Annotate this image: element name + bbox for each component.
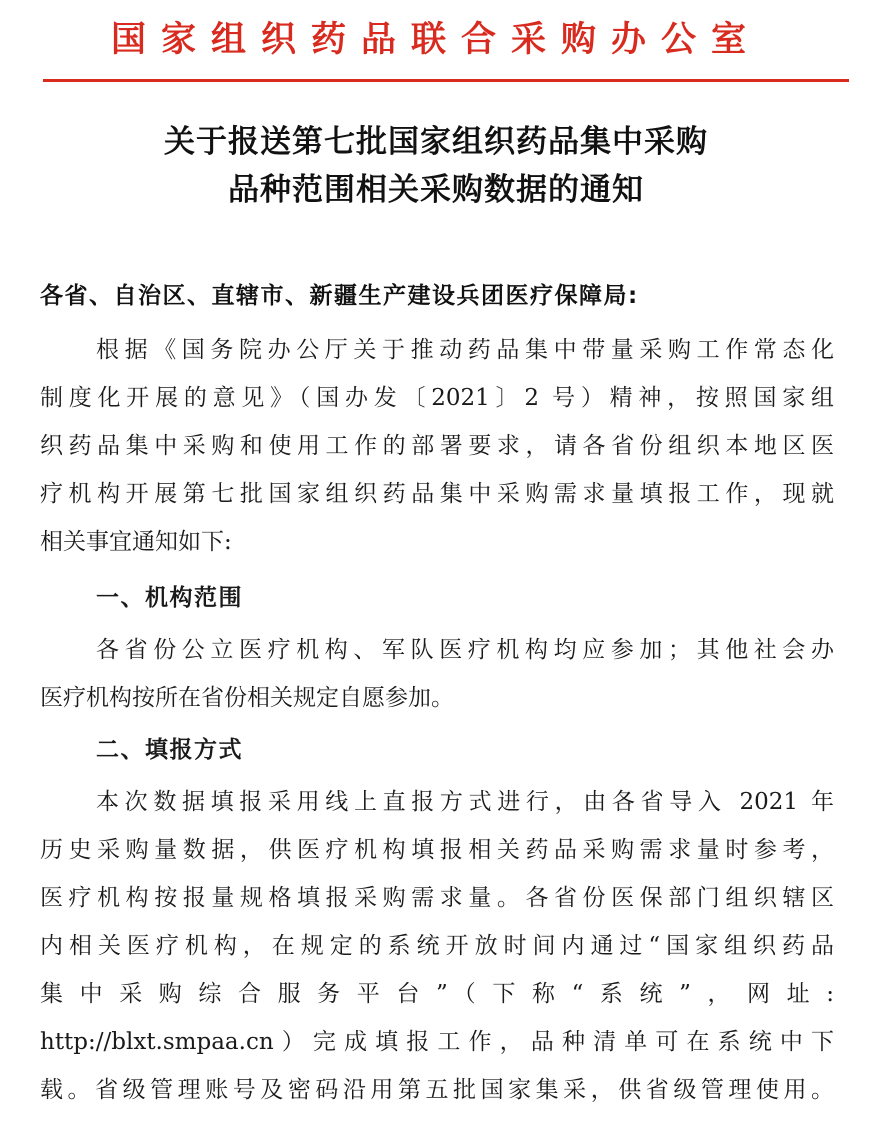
paragraph-line: 医疗机构按报量规格填报采购需求量。各省份医保部门组织辖区 <box>40 885 834 911</box>
paragraph-line: 集中采购综合服务平台”（下称“系统”，网址: <box>40 981 834 1007</box>
document-title-line-1: 关于报送第七批国家组织药品集中采购 <box>164 124 708 160</box>
paragraph-line: 医疗机构按所在省份相关规定自愿参加。 <box>40 685 454 711</box>
paragraph-line: http://blxt.smpaa.cn）完成填报工作，品种清单可在系统中下 <box>40 1029 834 1055</box>
section-heading-scope: 一、机构范围 <box>96 585 243 611</box>
paragraph-line: 各省份公立医疗机构、军队医疗机构均应参加；其他社会办 <box>96 637 834 663</box>
paragraph-line: 疗机构开展第七批国家组织药品集中采购需求量填报工作，现就 <box>40 481 834 507</box>
paragraph-line: 制度化开展的意见》（国办发〔2021〕2 号）精神，按照国家组 <box>40 385 834 411</box>
paragraph-line: 历史采购量数据，供医疗机构填报相关药品采购需求量时参考， <box>40 837 834 863</box>
paragraph-line: 载。省级管理账号及密码沿用第五批国家集采，供省级管理使用。 <box>40 1077 834 1103</box>
paragraph-line: 相关事宜通知如下: <box>40 529 232 555</box>
section-heading-method: 二、填报方式 <box>96 737 243 763</box>
paragraph-line: 本次数据填报采用线上直报方式进行，由各省导入 2021 年 <box>96 789 834 815</box>
letterhead-rule <box>43 79 849 82</box>
letterhead-title: 国家组织药品联合采购办公室 <box>110 20 761 60</box>
paragraph-line: 织药品集中采购和使用工作的部署要求，请各省份组织本地区医 <box>40 433 834 459</box>
paragraph-line: 内相关医疗机构，在规定的系统开放时间内通过“国家组织药品 <box>40 933 834 959</box>
paragraph-line: 根据《国务院办公厅关于推动药品集中带量采购工作常态化 <box>96 337 834 363</box>
document-title-line-2: 品种范围相关采购数据的通知 <box>228 172 644 208</box>
addressee: 各省、自治区、直辖市、新疆生产建设兵团医疗保障局: <box>40 283 639 309</box>
